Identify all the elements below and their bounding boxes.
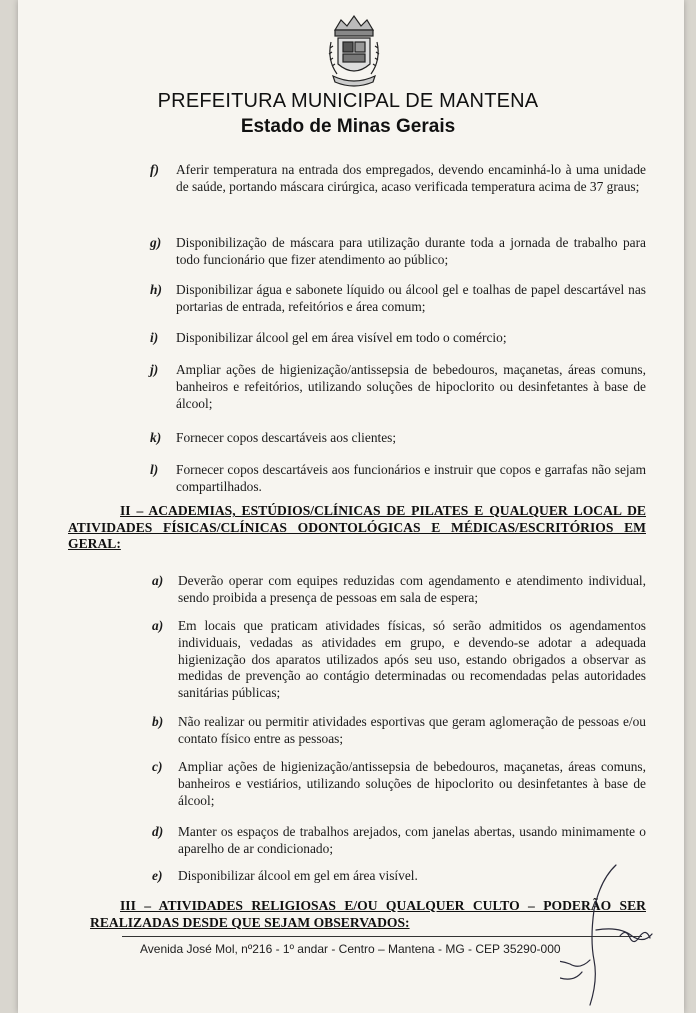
coat-of-arms-icon: [325, 12, 383, 92]
item-letter: a): [152, 573, 164, 588]
item-letter: k): [150, 430, 162, 445]
list-item: [150, 162, 646, 196]
section-heading: II – ACADEMIAS, ESTÚDIOS/CLÍNICAS DE PILATES E QUALQUER LOCAL DE ATIVIDADES FÍSICAS/CLÍNICAS ODONTOLÓGICAS E MÉDICAS/ESCRITÓRIOS EM GERAL:: [68, 503, 646, 551]
list-item: [152, 824, 646, 858]
list-item: [150, 282, 646, 316]
header-subtitle: Estado de Minas Gerais: [240, 116, 456, 137]
handwritten-signature: [560, 860, 670, 1010]
list-item: [150, 362, 646, 412]
list-item: [152, 714, 646, 748]
item-text: Não realizar ou permitir atividades esportivas que geram aglomeração de pessoas e/ou contato físico entre as pessoas;: [178, 714, 646, 746]
item-text: Ampliar ações de higienização/antissepsia de bebedouros, maçanetas, áreas comuns, banheiros e refeitórios, utilizando soluções de hipoclorito ou desinfetantes à base de álcool;: [176, 362, 646, 411]
item-text: Disponibilizar álcool gel em área visível em todo o comércio;: [176, 330, 507, 345]
item-text: Em locais que praticam atividades físicas, só serão admitidos os agendamentos individuais, vedadas as atividades em grupo, e devendo-se adotar a adequada higienização dos aparatos utilizados após seu uso, estando obrigados a observar as medidas de prevenção ao contágio determinadas ou recomendadas pelas autoridades sanitárias públicas;: [178, 618, 646, 701]
item-text: Aferir temperatura na entrada dos empregados, devendo encaminhá-lo à uma unidade de saúde, portando máscara cirúrgica, acaso verificada temperatura acima de 37 graus;: [176, 162, 646, 194]
item-text: Disponibilização de máscara para utilização durante toda a jornada de trabalho para todo funcionário que fizer atendimento ao público;: [176, 235, 646, 267]
item-text: Manter os espaços de trabalhos arejados, com janelas abertas, usando minimamente o aparelho de ar condicionado;: [178, 824, 646, 856]
item-text: Disponibilizar água e sabonete líquido ou álcool gel e toalhas de papel descartável nas portarias de entrada, refeitórios e área comum;: [176, 282, 646, 314]
footer-address: Avenida José Mol, nº216 - 1º andar - Centro – Mantena - MG - CEP 35290-000: [140, 942, 561, 956]
item-letter: f): [150, 162, 159, 177]
list-item: [152, 618, 646, 702]
header-title: PREFEITURA MUNICIPAL DE MANTENA: [157, 90, 539, 112]
item-letter: l): [150, 462, 159, 477]
item-letter: c): [152, 759, 163, 774]
item-letter: b): [152, 714, 164, 729]
item-letter: h): [150, 282, 162, 297]
list-item: [150, 235, 646, 269]
item-letter: a): [152, 618, 164, 633]
item-text: Fornecer copos descartáveis aos clientes;: [176, 430, 397, 445]
item-text: Disponibilizar álcool em gel em área visível.: [178, 868, 418, 883]
item-text: Ampliar ações de higienização/antissepsia de bebedouros, maçanetas, áreas comuns, banheiros e vestiários, utilizando soluções de hipoclorito ou desinfetantes à base de álcool;: [178, 759, 646, 808]
section-heading: III – ATIVIDADES RELIGIOSAS E/OU QUALQUER CULTO – PODERÃO SER REALIZADAS DESDE QUE SEJAM OBSERVADOS:: [90, 898, 646, 930]
item-text: Fornecer copos descartáveis aos funcionários e instruir que copos e garrafas não sejam compartilhados.: [176, 462, 646, 494]
item-text: Deverão operar com equipes reduzidas com agendamento e atendimento individual, sendo proibida a presença de pessoas em sala de espera;: [178, 573, 646, 605]
list-item: [152, 759, 646, 809]
item-letter: g): [150, 235, 162, 250]
list-item: [152, 573, 646, 607]
item-letter: j): [150, 362, 159, 377]
item-letter: d): [152, 824, 164, 839]
item-letter: i): [150, 330, 159, 345]
list-item: [150, 430, 646, 447]
item-letter: e): [152, 868, 163, 883]
list-item: [150, 462, 646, 496]
list-item: [150, 330, 646, 347]
